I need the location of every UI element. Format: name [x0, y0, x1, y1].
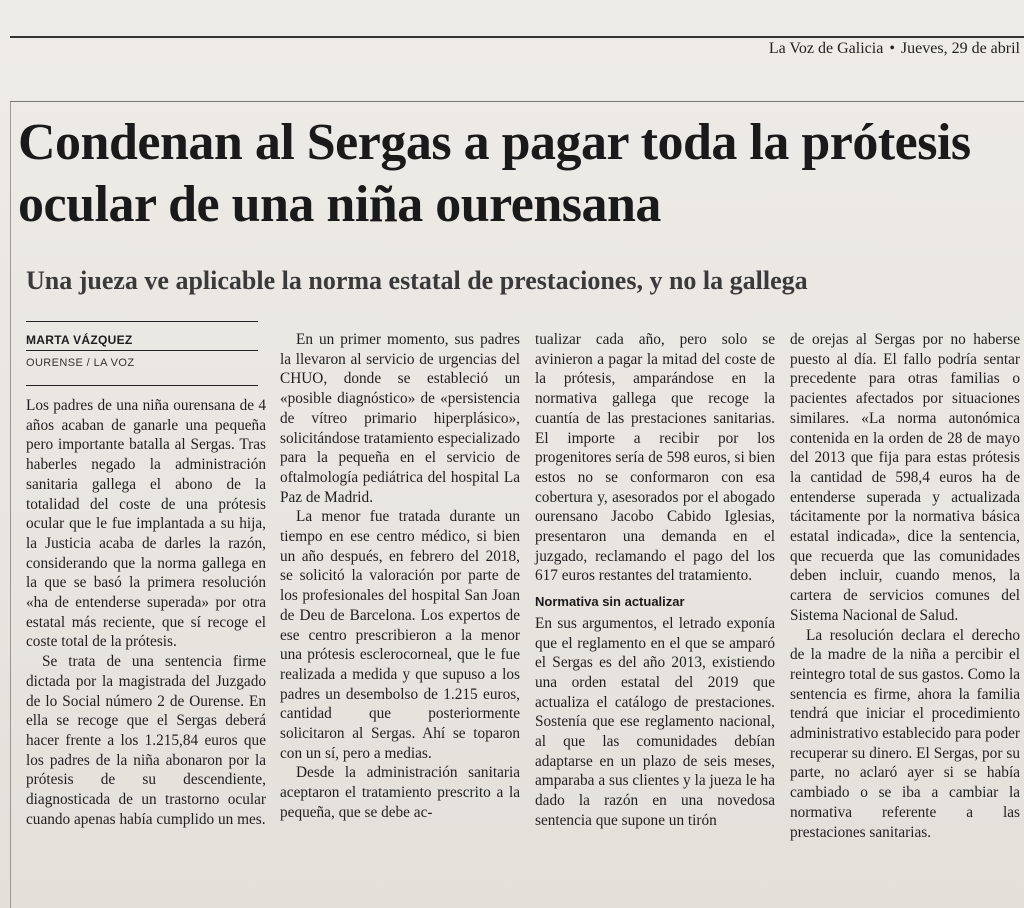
left-margin-rule: [10, 102, 11, 908]
paragraph: Los padres de una niña ourensana de 4 años acaban de ganarle una pequeña pero importante batalla al Sergas. Tras haberles negado la administración sanitaria gallega el abono de la totalidad del coste de una prótesis ocular que le fue implantada a su hija, la Justicia acaba de darles la razón, considerando que la norma gallega en la que se basó la primera resolución «ha de entenderse superada» por otra estatal más reciente, que sí recoge el coste total de la prótesis.: [26, 397, 266, 651]
paragraph: de orejas al Sergas por no haberse puesto al día. El fallo podría sentar precedente para otras familias o pacientes afectados por situaciones similares. «La norma autonómica contenida en la orden de 28 de mayo del 2013 que fija para estas prótesis la cantidad de 598,4 euros ha de entenderse superada y actualizada tácitamente por la normativa básica estatal indicada», dice la sentencia, que recuerda que las comunidades deben incluir, cuando menos, la cartera de servicios comunes del Sistema Nacional de Salud.: [790, 331, 1020, 624]
publication-name: La Voz de Galicia: [768, 40, 884, 57]
header-rule: [10, 101, 1024, 102]
article-column-4: [790, 330, 1020, 842]
paragraph: En sus argumentos, el letrado exponía que el reglamento en el que se amparó el Sergas es del año 2013, existiendo una orden estatal del 2019 que actualiza el catálogo de prestaciones. Sostenía que ese reglamento nacional, al que las comunidades debían adaptarse en un plazo de seis meses, amparaba a sus clientes y la jueza le ha dado la razón en una novedosa sentencia que supone un tirón: [535, 614, 775, 829]
article-column-2: [280, 330, 520, 823]
byline-location: OURENSE / LA VOZ: [26, 357, 135, 369]
paragraph: La menor fue tratada durante un tiempo en ese centro médico, si bien un año después, en febrero del 2018, se solicitó la valoración por parte de los profesionales del hospital San Joan de Deu de Barcelona. Los expertos de ese centro prescribieron a la menor una prótesis esclerocorneal, que le fue realizada a medida y que supuso a los padres un desembolso de 1.215 euros, cantidad que posteriormente solicitaron al Sergas. Ahí se toparon con un sí, pero a medias.: [280, 508, 520, 762]
byline-author: MARTA VÁZQUEZ: [26, 333, 258, 351]
subheadline: Una jueza ve aplicable la norma estatal de prestaciones, y no la gallega: [26, 266, 808, 295]
masthead: [769, 40, 1020, 58]
section-heading: Normativa sin actualizar: [535, 594, 685, 610]
publication-date: Jueves, 29 de abril: [900, 40, 1020, 57]
byline-rule-top: [26, 321, 258, 322]
paragraph: La resolución declara el derecho de la madre de la niña a percibir el reintegro total de sus gastos. Como la sentencia es firme, ahora la familia tendrá que iniciar el procedimiento administrativo establecido para poder recuperar su dinero. El Sergas, por su parte, no aclaró ayer si se había cambiado o se iba a cambiar la normativa referente a las prestaciones sanitarias.: [790, 626, 1020, 841]
article-column-3: [535, 330, 775, 831]
headline: Condenan al Sergas a pagar toda la prótesis ocular de una niña ourensana: [18, 114, 971, 233]
masthead-separator: •: [889, 40, 895, 57]
paragraph: tualizar cada año, pero solo se avinieron a pagar la mitad del coste de la prótesis, amparándose en la normativa gallega que recoge la cuantía de las prestaciones sanitarias. El importe a recibir por los progenitores sería de 598 euros, si bien estos no se conformaron con esa cobertura y, asesorados por el abogado ourensano Jacobo Cabido Iglesias, presentaron una demanda en el juzgado, reclamando el pago del los 617 euros restantes del tratamiento.: [535, 331, 775, 585]
byline-rule-bottom: [26, 385, 258, 386]
paragraph: En un primer momento, sus padres la llevaron al servicio de urgencias del CHUO, donde se estableció un «posible diagnóstico» de «persistencia de vítreo primario hiperplásico», solicitándose tratamiento especializado para la pequeña en el servicio de oftalmología pediátrica del hospital La Paz de Madrid.: [280, 331, 520, 506]
article-column-1: [26, 396, 266, 829]
paragraph: Se trata de una sentencia firme dictada por la magistrada del Juzgado de lo Social número 2 de Ourense. En ella se recoge que el Sergas deberá hacer frente a los 1.215,84 euros que los padres de la niña abonaron por la prótesis de su descendiente, diagnosticada de un trastorno ocular cuando apenas había cumplido un mes.: [26, 653, 266, 828]
top-rule: [10, 36, 1024, 38]
paragraph: Desde la administración sanitaria aceptaron el tratamiento prescrito a la pequeña, que se debe ac-: [280, 764, 520, 821]
